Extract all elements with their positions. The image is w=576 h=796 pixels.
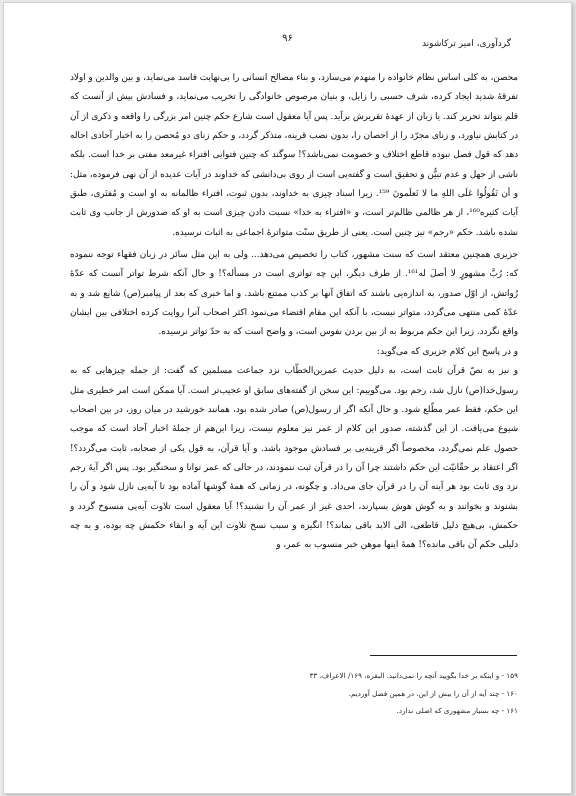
paragraph-1: محصن، به کلی اساس نظام خانواده را منهدم می‌سازد، و بناء مصالح انسانی را بی‌نهایت فاسد می‌نماید، و بین والدین و اولاد تفرقهٔ شدید ایجاد کرده، شرف حسبی را زایل، و بنیان مرصوص خانوادگی را تخریب می‌نماید، و فسادش بیش از آنست که قلم بتواند تحریر کند. یا زبان از عهدهٔ تقریرش برآید. پس آیا معقول است شارع حکم چنین امر بزرگی را واقعه و ذکری از آن در کتابش نیاورد، و زنای مجرّد را از احصان را، بدون نصب قرینه، متذکر گردد، و حکم زنای دو مُحصن را به اخبار آحادی احاله دهد که قول فصل نبوده قاطع اختلاف و خصومت نمی‌باشد؟! سوگند که چنین فتوایی افتراء غیرمعد مفتی بر خدا است. بلکه ناشی از جهل و عدم تبیُّن و تحقیق است و گفته‌یی است از روی بی‌دانشی که خداوند در آیات عدیده از آن نهی فرموده، مثل: و أن تَقُولُوا عَلَى اللهِ ما لا تَعلَمونَ ¹⁵⁹. زیرا اسناد چیزی به خداوند، بدون ثبوت، افتراء ظالمانه به او است و مُفتَرى، طبق آیات کثیره¹⁶⁰، از هر ظالمی ظالم‌تر است، و «افتراء به خدا» نسبت دادن چیزی است به او که صدورش از جانب وی ثابت نشده باشد. حکم «رجم» نیز چنین است. یعنی از طریق سنّت متواترهٔ اجماعی به اثبات نرسیده. [70,73,518,238]
document-page [3,2,572,794]
footnote-161: ۱۶۱ - چه بسیار مشهوری که اصلی ندارد. [396,706,518,715]
paragraph-3: و در پاسخ این کلام جزیری که می‌گوید: [377,346,518,357]
running-head: گردآوری، امیر ترکاشوند [421,39,511,49]
footnotes [70,667,518,720]
page-number: ۹۶ [282,33,293,44]
paragraph-4: و نیز به نصّ قرآن ثابت است، به دلیل حدیث عمربن‌الخطّاب نزد جماعت مسلمین که گفت: از جمله چیزهایی که به رسول‌خدا(ص) نازل شد، رجم بود. می‌گوییم: این سخن از گفته‌های سابق او عجیب‌تر است. آیا ممکن است امر خطیری مثل این حکم، فقط عمر مطّلع شود. و حال آنکه اگر از رسول(ص) صادر شده بود، همانند خورشید در میان روز، در بین اصحاب شیوع می‌یافت. از این گذشته، صدور این کلام از عمر نیز معلوم نیست، زیرا این‌هم از جملهٔ اخبار آحاد است که موجب حصول علم نمی‌گردد، مخصوصاً اگر قرینه‌یی بر فسادش موجود باشد. و آیا قرآن، به قول یکی از صحابه، ثابت می‌گردد؟! اگر اعتقاد بر حقّانیّت این حکم داشتند چرا آن را در قرآن ثبت ننمودند، در حالی که عمر توانا و سخنگیر بود. پس اگر آیهٔ رجم نزد وی ثابت بود هر آینه آن را در قرآن جای می‌داد. و چگونه، در زمانی که همهٔ گوشها آماده بود تا آیه‌یی نازل شود و آن را بشنوند و بخوانند و به گوش هوش بسپارند، احدی غیر از عمر آن را نشنید؟! آیا معقول است تلاوت آیه‌یی منسوخ گردد و حکمش، بی‌هیچ دلیل قاطعی، الی الابد باقی بماند؟! انگیزه و سبب نسخ تلاوت این آیه و ابقاء حکمش چه بوده، و به چه دلیلی حکم آن باقی مانده؟! همهٔ اینها موهن خبر منسوب به عمر، و [70,366,518,551]
footnote-160: ۱۶۰ - چند آیه از آن را بیش از این، در همین فصل آوردیم. [348,688,518,698]
paragraph-2: جزیری همچنین معتقد است که سنت مشهور، کتاب را تخصیص می‌دهد... ولی به این مثل سائر در زبان فقهاء توجه ننموده که: رُبَّ مشهورٍ لا أصلَ له¹⁶¹. از طرف دیگر، این چه تواتری است در مسأله؟! و حال آنکه شرط تواتر آنست که عدّهٔ رُواتش، از اوّل صدور، به اندازه‌یی باشند که اتفاق آنها بر کذب ممتنع باشد. و اما خبری که بعد از پیامبر(ص) شایع شد و به عدّهٔ کمی منتهی می‌گردد، متواتر نیست، با آنکه این مقام اقتضاء می‌نمود اکثر اصحاب آنرا روایت کرده اختلافی بین ایشان واقع نگردد. زیرا این حکم مربوط به از بین بردن نفوس است، و واضح است که به حدّ تواتر نرسیده. [70,250,519,338]
footnote-separator [370,655,517,656]
body-text [70,69,518,556]
page-header [64,33,511,53]
footnote-159: ۱۵۹ - و اینکه بر خدا بگویید آنچه را نمی‌دانید. البقره، ۱۶۹/ الاعراف، ۳۳ [309,671,518,680]
